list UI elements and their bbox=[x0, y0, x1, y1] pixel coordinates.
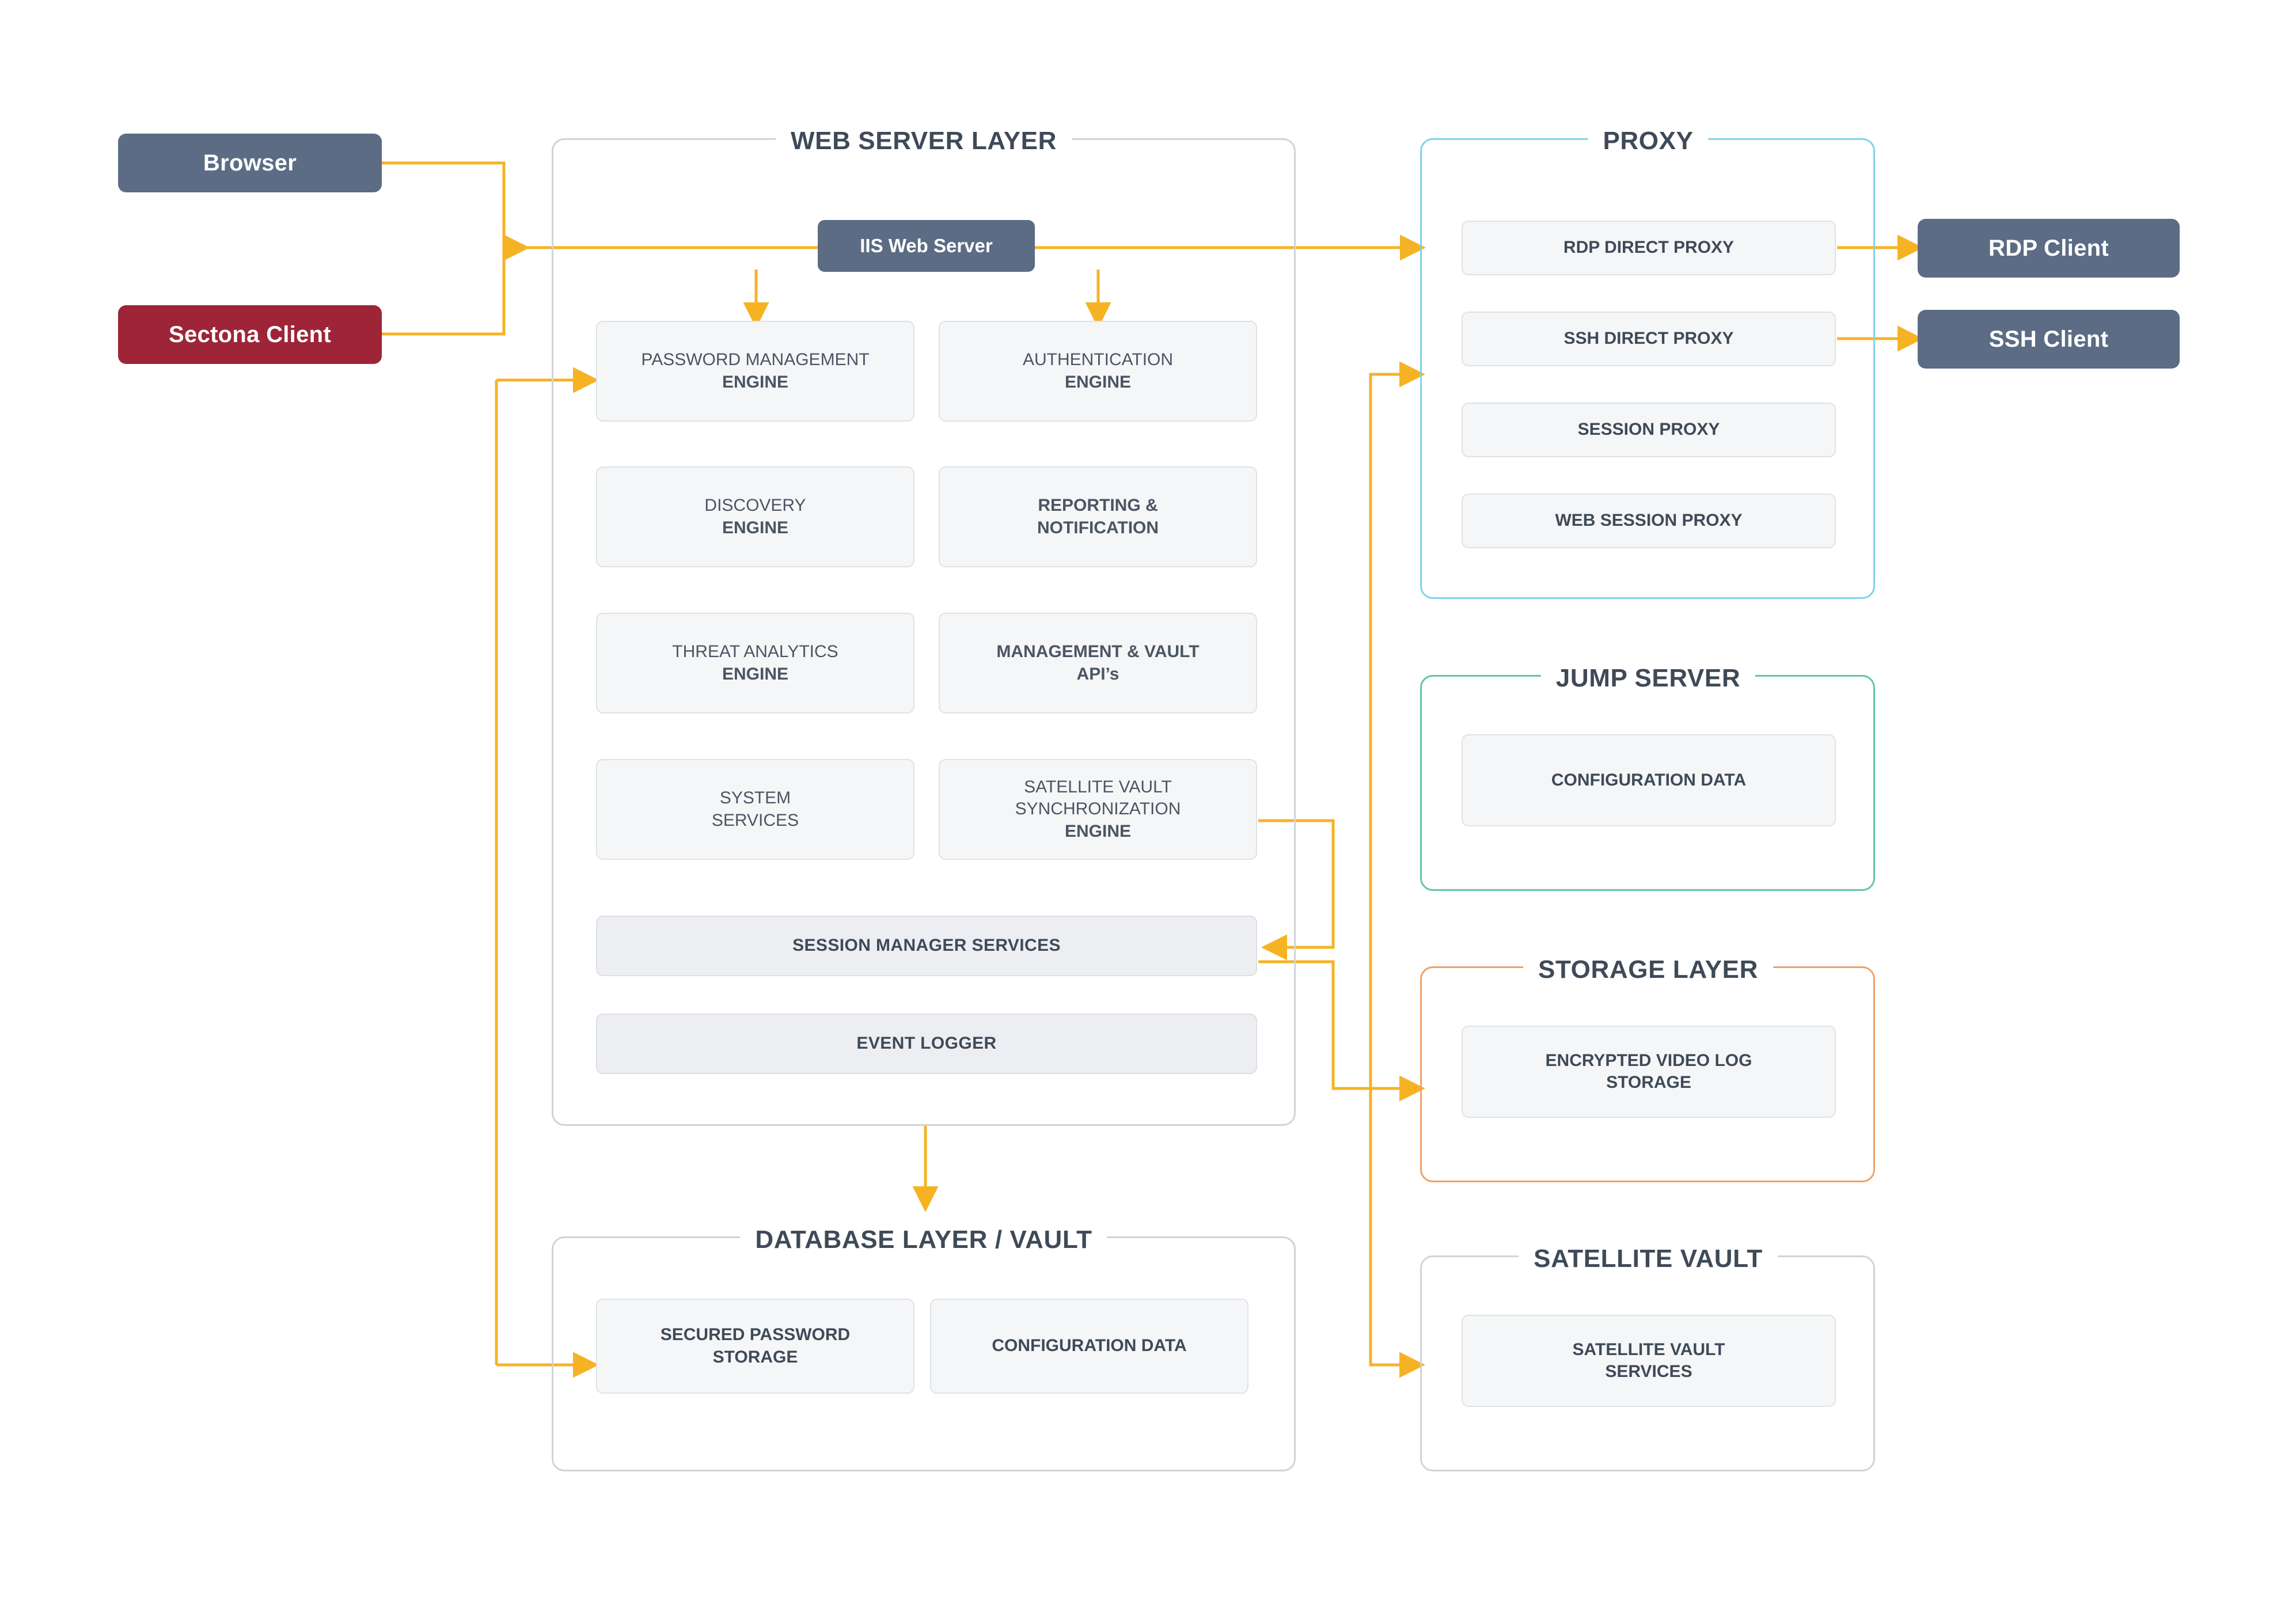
satellite-item-line1: SATELLITE VAULT bbox=[1572, 1340, 1725, 1359]
jump-server-configuration-data[interactable] bbox=[1462, 734, 1836, 826]
card-line1: SATELLITE VAULT SYNCHRONIZATION bbox=[1015, 777, 1181, 819]
proxy-item-rdp-direct[interactable] bbox=[1462, 221, 1836, 275]
card-line2: NOTIFICATION bbox=[1037, 518, 1159, 537]
card-line2: ENGINE bbox=[1064, 821, 1132, 841]
card-password-management-engine[interactable] bbox=[596, 321, 914, 422]
client-sectona-label: Sectona Client bbox=[168, 321, 332, 347]
client-sectona[interactable] bbox=[118, 305, 382, 364]
card-system-services[interactable] bbox=[596, 759, 914, 860]
card-management-vault-apis[interactable] bbox=[939, 613, 1257, 714]
card-reporting-notification[interactable] bbox=[939, 466, 1257, 567]
client-ssh[interactable] bbox=[1918, 310, 2180, 369]
card-line1: SYSTEM bbox=[719, 788, 791, 808]
client-rdp[interactable] bbox=[1918, 219, 2180, 278]
card-line1: DISCOVERY bbox=[704, 496, 806, 515]
card-threat-analytics-engine[interactable] bbox=[596, 613, 914, 714]
db-item-line2: STORAGE bbox=[712, 1347, 798, 1367]
jump-server-item-label: CONFIGURATION DATA bbox=[1551, 770, 1747, 790]
card-line2: API’s bbox=[1076, 664, 1119, 684]
client-browser-label: Browser bbox=[203, 150, 297, 176]
proxy-item-ssh-direct[interactable] bbox=[1462, 312, 1836, 366]
storage-item-line2: STORAGE bbox=[1606, 1073, 1691, 1092]
db-secured-password-storage[interactable] bbox=[596, 1299, 914, 1394]
card-line2: SERVICES bbox=[711, 810, 799, 830]
card-line1: PASSWORD MANAGEMENT bbox=[641, 350, 870, 370]
card-line1: THREAT ANALYTICS bbox=[672, 642, 838, 662]
group-proxy-title: PROXY bbox=[1588, 127, 1708, 155]
card-session-manager-services[interactable] bbox=[596, 916, 1257, 976]
storage-encrypted-video-log[interactable] bbox=[1462, 1026, 1836, 1118]
card-line2: ENGINE bbox=[722, 664, 789, 684]
iis-web-server-label: IIS Web Server bbox=[860, 235, 993, 256]
card-discovery-engine[interactable] bbox=[596, 466, 914, 567]
group-database-layer-title: DATABASE LAYER / VAULT bbox=[740, 1225, 1107, 1254]
card-line1: MANAGEMENT & VAULT bbox=[996, 642, 1200, 662]
storage-item-line1: ENCRYPTED VIDEO LOG bbox=[1545, 1050, 1752, 1070]
db-item-line1: SECURED PASSWORD bbox=[660, 1325, 851, 1345]
db-item-line1: CONFIGURATION DATA bbox=[992, 1336, 1187, 1356]
group-storage-layer-title: STORAGE LAYER bbox=[1523, 955, 1773, 984]
group-satellite-vault-title: SATELLITE VAULT bbox=[1519, 1244, 1778, 1273]
satellite-vault-services[interactable] bbox=[1462, 1315, 1836, 1407]
proxy-item-label: WEB SESSION PROXY bbox=[1555, 511, 1743, 530]
proxy-item-session-proxy[interactable] bbox=[1462, 403, 1836, 457]
group-web-server-layer-title: WEB SERVER LAYER bbox=[776, 127, 1072, 155]
card-satellite-vault-sync-engine[interactable] bbox=[939, 759, 1257, 860]
card-line1: REPORTING & bbox=[1038, 496, 1158, 515]
proxy-item-label: SSH DIRECT PROXY bbox=[1563, 329, 1734, 348]
iis-web-server[interactable] bbox=[818, 220, 1035, 272]
proxy-item-web-session-proxy[interactable] bbox=[1462, 494, 1836, 548]
client-ssh-label: SSH Client bbox=[1988, 326, 2109, 352]
card-label: SESSION MANAGER SERVICES bbox=[792, 936, 1061, 955]
card-event-logger[interactable] bbox=[596, 1014, 1257, 1074]
satellite-item-line2: SERVICES bbox=[1605, 1362, 1692, 1381]
card-label: EVENT LOGGER bbox=[856, 1034, 997, 1053]
proxy-item-label: RDP DIRECT PROXY bbox=[1563, 238, 1735, 257]
card-line2: ENGINE bbox=[722, 518, 789, 537]
db-configuration-data[interactable] bbox=[930, 1299, 1248, 1394]
card-line1: AUTHENTICATION bbox=[1022, 350, 1174, 370]
client-rdp-label: RDP Client bbox=[1988, 235, 2109, 261]
group-jump-server-title: JUMP SERVER bbox=[1541, 664, 1755, 693]
client-browser[interactable] bbox=[118, 134, 382, 192]
card-line2: ENGINE bbox=[1064, 372, 1132, 392]
proxy-item-label: SESSION PROXY bbox=[1577, 420, 1720, 439]
card-line2: ENGINE bbox=[722, 372, 789, 392]
card-authentication-engine[interactable] bbox=[939, 321, 1257, 422]
